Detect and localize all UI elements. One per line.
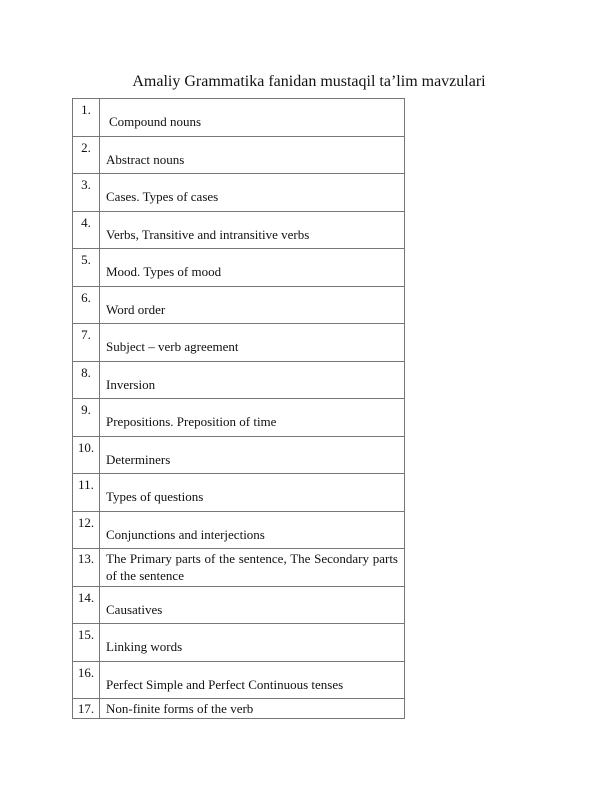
table-row — [73, 249, 405, 287]
table-row — [73, 436, 405, 474]
topic-title: Prepositions. Preposition of time — [100, 399, 405, 437]
table-row — [73, 586, 405, 624]
row-number: 16. — [73, 661, 100, 699]
topic-title: Perfect Simple and Perfect Continuous tenses — [100, 661, 405, 699]
topic-title: Conjunctions and interjections — [100, 511, 405, 549]
table-row — [73, 399, 405, 437]
topic-title: Subject – verb agreement — [100, 324, 405, 362]
topic-title: Types of questions — [100, 474, 405, 512]
row-number: 6. — [73, 286, 100, 324]
topic-title: Abstract nouns — [100, 136, 405, 174]
table-row — [73, 136, 405, 174]
row-number: 1. — [73, 99, 100, 137]
row-number: 11. — [73, 474, 100, 512]
table-row — [73, 286, 405, 324]
row-number: 3. — [73, 174, 100, 212]
topic-title: Word order — [100, 286, 405, 324]
page-title: Amaliy Grammatika fanidan mustaqil ta’lim mavzulari — [132, 73, 486, 90]
topic-title: The Primary parts of the sentence, The Secondary parts of the sentence — [100, 549, 405, 587]
table-row — [73, 661, 405, 699]
topic-title: Linking words — [100, 624, 405, 662]
table-row — [73, 549, 405, 587]
row-number: 12. — [73, 511, 100, 549]
row-number: 4. — [73, 211, 100, 249]
topic-title: Non-finite forms of the verb — [100, 699, 405, 719]
table-row — [73, 211, 405, 249]
topic-title: Compound nouns — [100, 99, 405, 137]
row-number: 14. — [73, 586, 100, 624]
row-number: 17. — [73, 699, 100, 719]
table-row — [73, 474, 405, 512]
topic-title: Cases. Types of cases — [100, 174, 405, 212]
row-number: 5. — [73, 249, 100, 287]
table-row — [73, 361, 405, 399]
topic-title: Inversion — [100, 361, 405, 399]
table-row — [73, 699, 405, 719]
topic-title: Causatives — [100, 586, 405, 624]
table-row — [73, 174, 405, 212]
topic-title: Determiners — [100, 436, 405, 474]
row-number: 7. — [73, 324, 100, 362]
table-row — [73, 511, 405, 549]
row-number: 13. — [73, 549, 100, 587]
row-number: 15. — [73, 624, 100, 662]
table-row — [73, 99, 405, 137]
row-number: 2. — [73, 136, 100, 174]
row-number: 9. — [73, 399, 100, 437]
table-row — [73, 324, 405, 362]
row-number: 10. — [73, 436, 100, 474]
table-row — [73, 624, 405, 662]
topics-table — [72, 98, 405, 719]
row-number: 8. — [73, 361, 100, 399]
topic-title: Mood. Types of mood — [100, 249, 405, 287]
topic-title: Verbs, Transitive and intransitive verbs — [100, 211, 405, 249]
